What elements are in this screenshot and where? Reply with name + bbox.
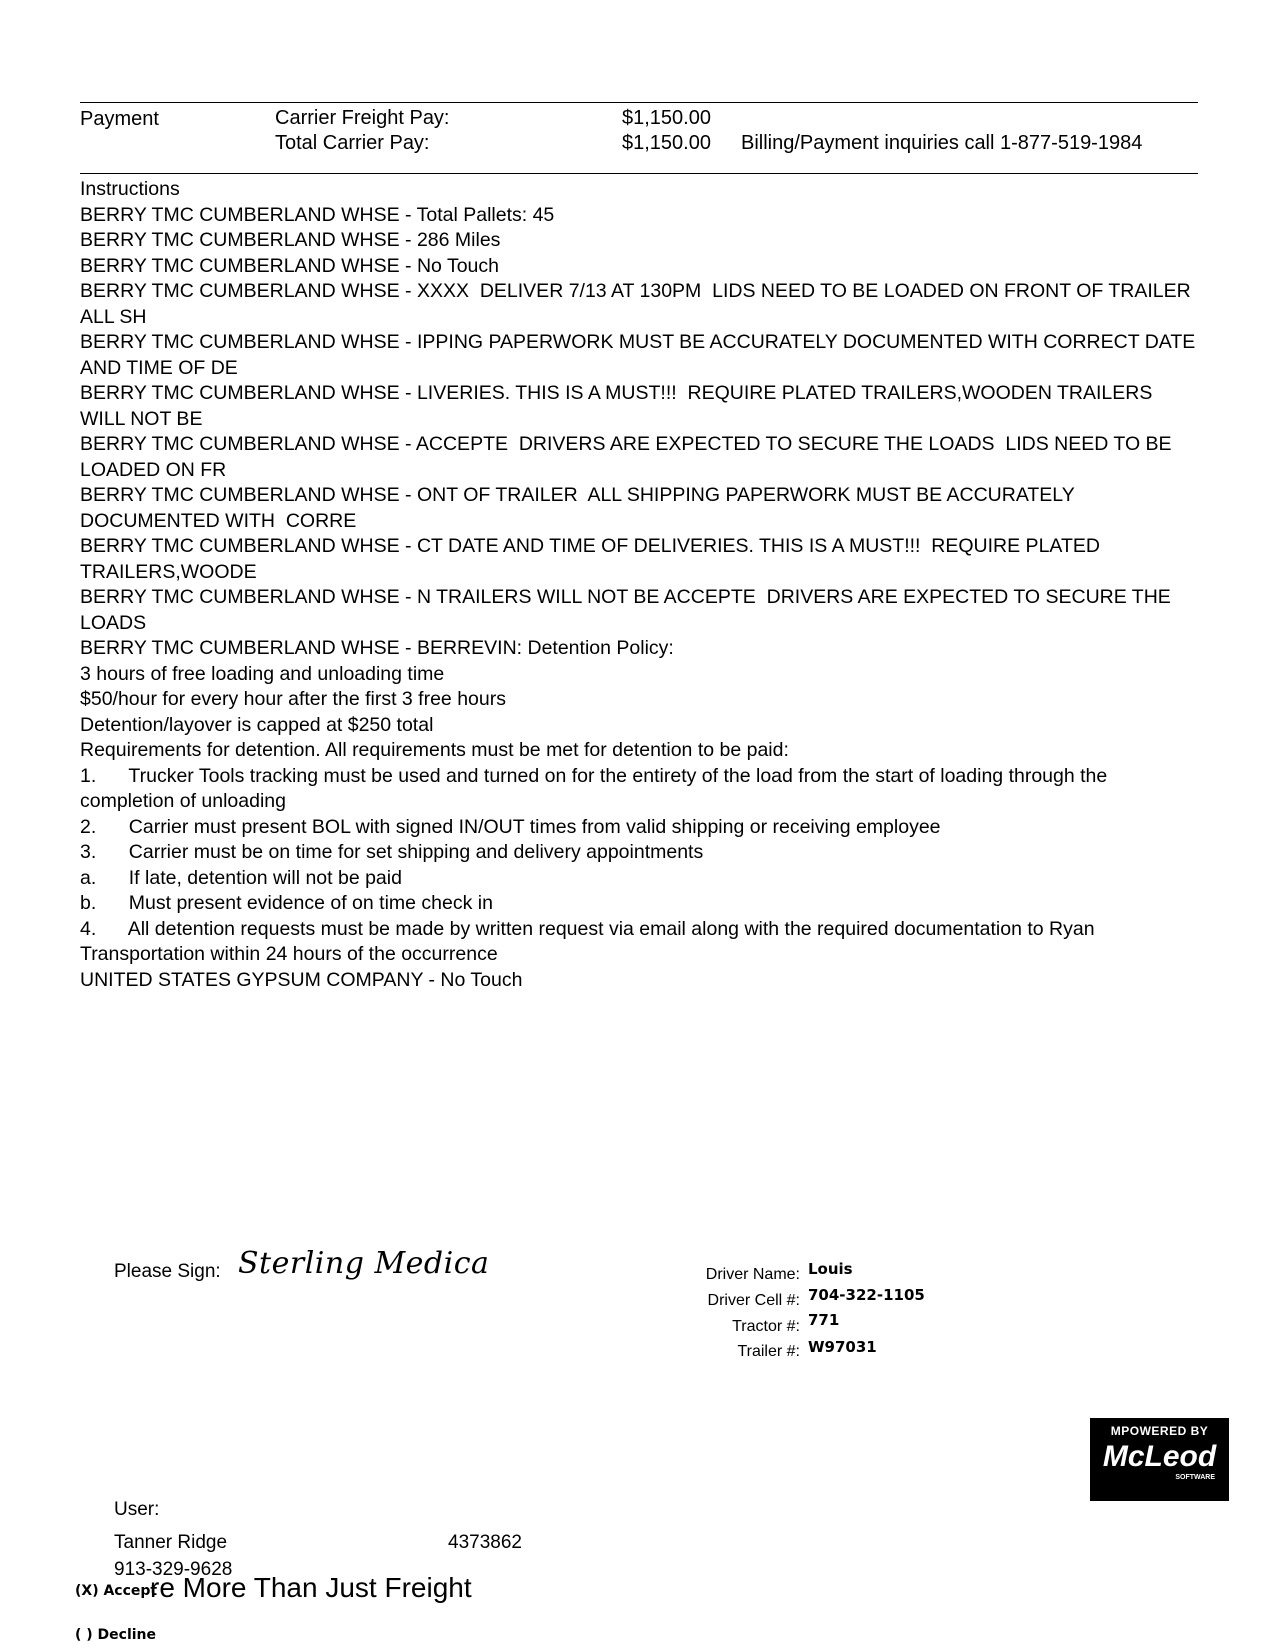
user-number: 4373862 (448, 1532, 522, 1553)
instruction-line: 1. Trucker Tools tracking must be used and turned on for the entirety of the load from the start of loading through the completion of unloading (80, 764, 1113, 812)
driver-name-label: Driver Name: (705, 1266, 800, 1283)
instruction-line: Detention/layover is capped at $250 total (80, 713, 434, 736)
instruction-line: 3. Carrier must be on time for set shipping and delivery appointments (80, 841, 704, 863)
driver-cell-label: Driver Cell #: (707, 1292, 800, 1309)
instruction-line: BERRY TMC CUMBERLAND WHSE - N TRAILERS WILL NOT BE ACCEPTE DRIVERS ARE EXPECTED TO SECURE THE LOADS (80, 586, 1177, 634)
please-sign-label: Please Sign: (114, 1261, 221, 1282)
logo-sub-text: SOFTWARE (1175, 1474, 1215, 1481)
user-label: User: (114, 1499, 160, 1520)
instruction-line: 2. Carrier must present BOL with signed IN/OUT times from valid shipping or receiving employee (80, 815, 941, 838)
logo-brand-text: McLeod (1102, 1440, 1217, 1473)
tagline: re More Than Just Freight (150, 1572, 472, 1603)
driver-name-value: Louis (808, 1260, 853, 1278)
instruction-line: BERRY TMC CUMBERLAND WHSE - LIVERIES. THIS IS A MUST!!! REQUIRE PLATED TRAILERS,WOODEN TRAILERS WILL NOT BE (80, 382, 1158, 430)
tractor-label: Tractor #: (732, 1318, 800, 1335)
top-rule (80, 102, 1198, 103)
tractor-value: 771 (808, 1311, 840, 1329)
instruction-line: a. If late, detention will not be paid (80, 866, 402, 889)
total-carrier-pay-amount: $1,150.00 (622, 132, 711, 154)
payment-bottom-rule (80, 173, 1198, 174)
instruction-line: b. Must present evidence of on time check in (80, 892, 493, 914)
instructions-heading: Instructions (80, 178, 180, 200)
instruction-line: BERRY TMC CUMBERLAND WHSE - Total Pallets: 45 (80, 203, 555, 226)
instruction-line: BERRY TMC CUMBERLAND WHSE - No Touch (80, 254, 499, 277)
instruction-line: BERRY TMC CUMBERLAND WHSE - BERREVIN: Detention Policy: (80, 637, 674, 659)
instruction-line: 4. All detention requests must be made by written request via email along with the required documentation to Ryan Transportation within 24 hours of the occurrence (80, 917, 1100, 965)
instructions-section (80, 177, 1200, 993)
signature: Sterling Medica (238, 1246, 490, 1281)
instruction-line: UNITED STATES GYPSUM COMPANY - No Touch (80, 968, 523, 991)
trailer-label: Trailer #: (737, 1343, 800, 1360)
user-phone: 913-329-9628 (114, 1559, 233, 1580)
payment-label: Payment (80, 108, 159, 130)
instruction-line: $50/hour for every hour after the first 3 free hours (80, 688, 506, 710)
driver-cell-value: 704-322-1105 (808, 1286, 925, 1304)
mcleod-logo (1090, 1418, 1229, 1501)
instructions-list (80, 203, 1200, 994)
instruction-line: BERRY TMC CUMBERLAND WHSE - 286 Miles (80, 229, 501, 251)
instruction-line: BERRY TMC CUMBERLAND WHSE - XXXX DELIVER 7/13 AT 130PM LIDS NEED TO BE LOADED ON FRONT OF TRAILER ALL SH (80, 280, 1201, 328)
accept-option[interactable]: (X) Accept (75, 1583, 158, 1599)
logo-top-text: MPOWERED BY (1110, 1424, 1209, 1438)
total-carrier-pay-label: Total Carrier Pay: (275, 132, 430, 154)
user-name: Tanner Ridge (114, 1532, 228, 1553)
carrier-freight-pay-amount: $1,150.00 (622, 107, 711, 129)
decline-option[interactable]: ( ) Decline (75, 1627, 157, 1643)
instruction-line: BERRY TMC CUMBERLAND WHSE - ACCEPTE DRIVERS ARE EXPECTED TO SECURE THE LOADS LIDS NEED TO BE LOADED ON FR (80, 433, 1177, 481)
instruction-line: BERRY TMC CUMBERLAND WHSE - CT DATE AND TIME OF DELIVERIES. THIS IS A MUST!!! REQUIRE PLATED TRAILERS,WOODE (80, 535, 1106, 583)
instruction-line: BERRY TMC CUMBERLAND WHSE - IPPING PAPERWORK MUST BE ACCURATELY DOCUMENTED WITH CORRECT DATE AND TIME OF DE (80, 331, 1200, 379)
instruction-line: Requirements for detention. All requirements must be met for detention to be paid: (80, 739, 789, 761)
trailer-value: W97031 (808, 1338, 877, 1356)
instruction-line: 3 hours of free loading and unloading time (80, 662, 445, 685)
carrier-freight-pay-label: Carrier Freight Pay: (275, 107, 450, 129)
instruction-line: BERRY TMC CUMBERLAND WHSE - ONT OF TRAILER ALL SHIPPING PAPERWORK MUST BE ACCURATELY DOCUMENTED WITH CORRE (80, 484, 1080, 532)
billing-inquiry-note: Billing/Payment inquiries call 1-877-519-1984 (741, 132, 1143, 154)
